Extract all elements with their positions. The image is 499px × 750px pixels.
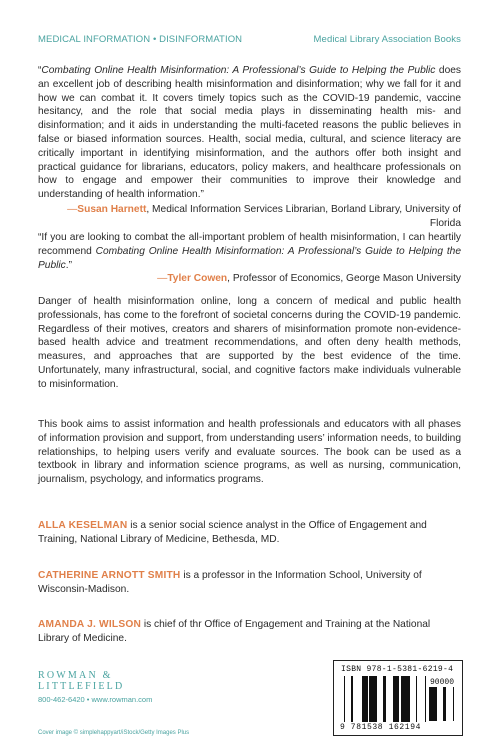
barcode-panel: [333, 660, 463, 736]
quote-intro: “If you are looking to combat the all-important problem of health misinformation, I can heartily recommend: [38, 232, 461, 257]
cover-credit: Cover image © simplehappyart/iStock/Getty Images Plus: [38, 730, 190, 736]
attribution-dash: —: [157, 273, 168, 285]
open-quote: “: [38, 65, 42, 76]
attribution-dash: —: [67, 203, 78, 215]
header-bar: [38, 34, 461, 45]
endorsement-2: [38, 231, 461, 286]
category-label: MEDICAL INFORMATION • DISINFORMATION: [38, 34, 243, 45]
publisher-logo: [38, 670, 152, 692]
endorser-name: Tyler Cowen: [167, 273, 228, 285]
isbn-label: ISBN 978-1-5381-6219-4: [341, 665, 454, 674]
author-name: AMANDA J. WILSON: [38, 619, 141, 630]
publisher-block: [38, 670, 152, 704]
quote-attribution: [38, 272, 461, 286]
endorser-name: Susan Harnett: [77, 203, 147, 215]
author-name: ALLA KESELMAN: [38, 520, 128, 531]
imprint-label: Medical Library Association Books: [313, 34, 461, 45]
description-paragraph-1: [38, 295, 461, 392]
quote-end: .”: [65, 259, 72, 271]
author-bio: [38, 618, 461, 646]
publisher-contact: 800-462-6420 • www.rowman.com: [38, 695, 153, 704]
author-bio: [38, 569, 461, 597]
author-bio: [38, 519, 461, 547]
endorsement-1: [38, 64, 461, 231]
quote-text: [38, 231, 461, 272]
author-name: CATHERINE ARNOTT SMITH: [38, 570, 181, 581]
endorser-affiliation: , Professor of Economics, George Mason University: [227, 273, 461, 285]
author-description: is a professor in the Information School, University of Wisconsin-Madison.: [38, 570, 422, 595]
endorser-affiliation: , Medical Information Services Librarian, Borland Library, University of Florida: [146, 203, 461, 229]
description-text: This book aims to assist information and health professionals and educators with all phases of information provision and support, from understanding users’ information needs, to building relationships, to helping users verify and evaluate sources. The book can be used as a textbook in library and information science programs, as well as nursing, communication, journalism, psychology, and informatics programs.: [38, 419, 461, 486]
quote-attribution: [38, 203, 461, 231]
logo-line-2: LITTLEFIELD: [38, 681, 125, 692]
price-barcode-icon: [428, 687, 454, 721]
quote-text: [38, 64, 461, 202]
barcode-icon: [344, 676, 426, 722]
ean-digits: 9 781538 162194: [340, 723, 422, 732]
author-description: is a senior social science analyst in the Office of Engagement and Training, National Library of Medicine, Bethesda, MD.: [38, 520, 427, 545]
book-title: Combating Online Health Misinformation: A Professional’s Guide to Helping the Public: [41, 65, 436, 76]
book-title: Combating Online Health Misinformation: A Professional’s Guide to Helping the Public: [38, 245, 461, 271]
quote-body: does an excellent job of describing health misinformation and disinformation; why we fall for it and how we can combat it. It covers timely topics such as the COVID-19 pandemic, vaccine hesitancy, and the role that social media plays in disseminating health mis- and disinformation; and it aids in understanding the multi-faceted reasons the public believes in false or biased information sources. Health, social media, cultural, and science literacy are critically important in identifying misinformation, and the authors offer both insight and practical guidance for librarians, educators, policy makers, and healthcare professionals on how to engage and empower their communities to improve their knowledge and understanding of health information.”: [38, 65, 461, 201]
author-description: is chief of thr Office of Engagement and Training at the National Library of Medicine.: [38, 619, 431, 644]
description-paragraph-2: [38, 418, 461, 487]
description-text: Danger of health misinformation online, long a concern of medical and public health professionals, has come to the forefront of societal concerns during the COVID-19 pandemic. Regardless of their motives, creators and sharers of misinformation promote non-evidence-based health advice and treatment recommendations, and often deny health methods, measures, and approaches that are supported by the best evidence of the time. Unfortunately, many infrastructural, social, and cognitive factors make individuals vulnerable to misinformation.: [38, 296, 461, 390]
price-code: 90000: [430, 678, 455, 687]
logo-line-1: ROWMAN &: [38, 670, 113, 681]
